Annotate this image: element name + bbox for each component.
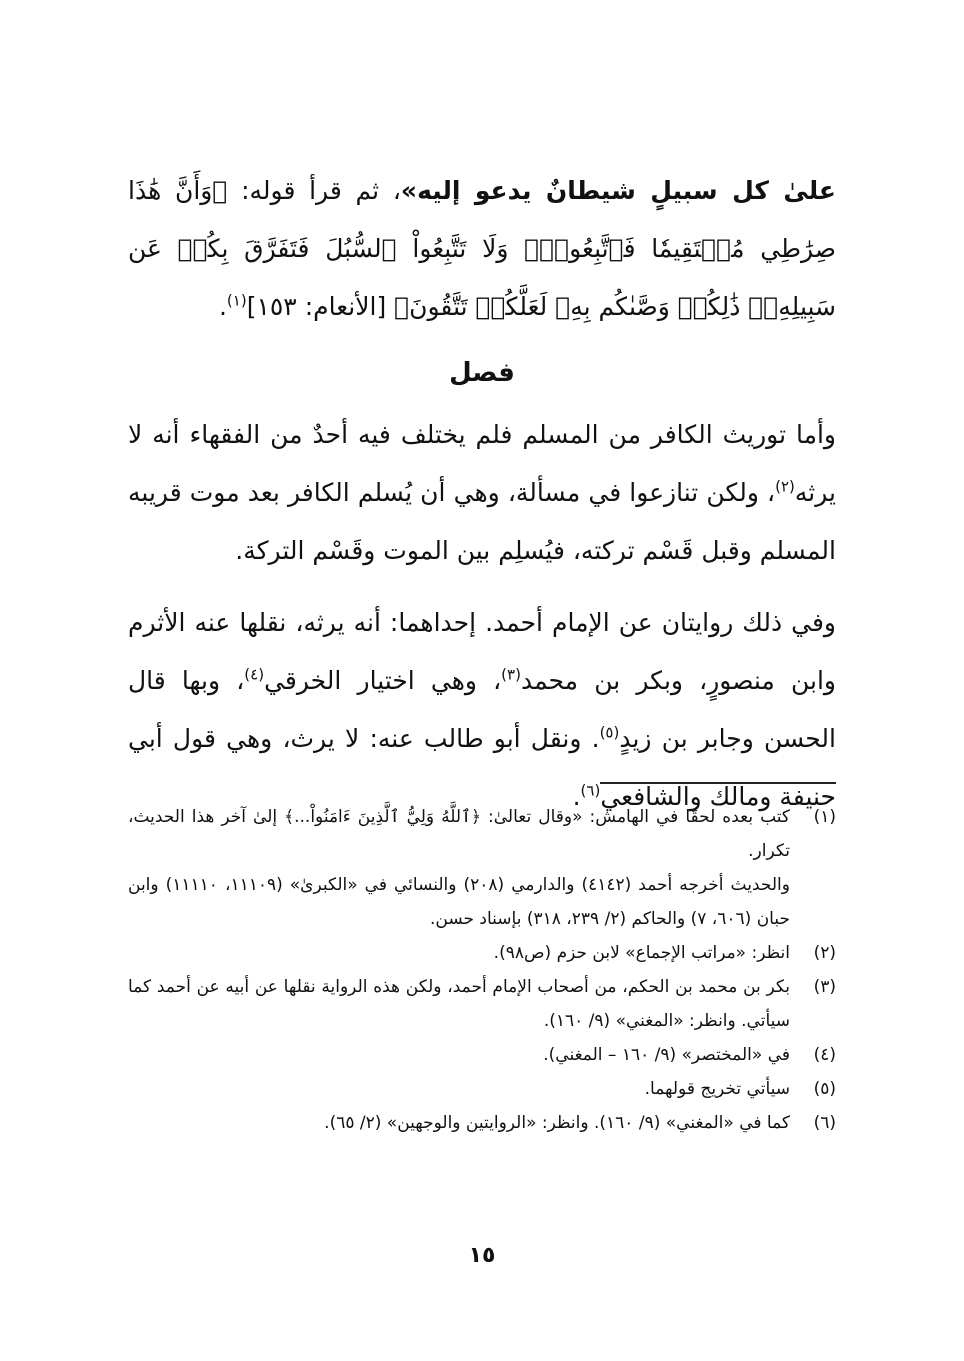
footnote-body: كما في «المغني» (٩/ ١٦٠). وانظر: «الروايتين والوجهين» (٢/ ٦٥).	[324, 1113, 790, 1133]
footnote-separator	[600, 782, 836, 784]
footnote-ref[interactable]: (١)	[226, 291, 247, 310]
footnote-ref[interactable]: (٢)	[775, 477, 795, 496]
text-run: .	[572, 782, 581, 811]
footnote-body: في «المختصر» (٩/ ١٦٠ – المغني).	[543, 1045, 790, 1065]
quran-verse: ﴿ٱللَّهُ وَلِيُّ ٱلَّذِينَ ءَامَنُواْ...﴾	[284, 807, 481, 827]
text-run: ، وبها قال الحسن وجابر بن زيدٍ	[128, 666, 836, 753]
footnote-body: بكر بن محمد بن الحكم، من أصحاب الإمام أحمد، ولكن هذه الرواية نقلها عن أبيه عن أحمد كما سيأتي. وانظر: «المغني» (٩/ ١٦٠).	[128, 977, 790, 1031]
paragraph-3	[128, 594, 836, 826]
text-run: وفي ذلك روايتان عن الإمام أحمد. إحداهما: أنه يرثه، نقلها عنه الأثرم وابن منصورٍ، وبكر بن محمد	[128, 608, 836, 695]
section-heading: فصل	[449, 358, 515, 388]
paragraph-1	[128, 162, 836, 336]
footnote-number: (٣)	[813, 977, 836, 997]
footnote-ref[interactable]: (٥)	[599, 723, 620, 742]
main-text	[128, 162, 836, 826]
quran-verse: ﴿وَأَنَّ هَٰذَا صِرَٰطِي مُسۡتَقِيمٗا فَٱتَّبِعُوهُۖ وَلَا تَتَّبِعُواْ ٱلسُّبُلَ فَتَفَرَّقَ بِكُمۡ عَن سَبِيلِهِۦۚ ذَٰلِكُمۡ وَصَّىٰكُم بِهِۦ لَعَلَّكُمۡ تَتَّقُونَ﴾	[128, 176, 836, 321]
footnote-3	[128, 970, 836, 1038]
footnote-paragraph	[128, 800, 790, 868]
footnote-body: انظر: «مراتب الإجماع» لابن حزم (ص٩٨).	[493, 943, 790, 963]
footnote-ref[interactable]: (٤)	[244, 665, 265, 684]
footnote-body	[128, 800, 790, 936]
footnotes	[128, 800, 836, 1140]
page-number: ١٥	[468, 1243, 496, 1268]
footnote-number: (٢)	[813, 943, 836, 963]
text-run: إلىٰ آخر هذا الحديث، تكرار.	[128, 807, 790, 861]
footnote-body: سيأتي تخريج قولهما.	[644, 1079, 790, 1099]
footnote-2	[128, 936, 836, 970]
text-run: كتب بعده لحقًا في الهامش: «وقال تعالىٰ:	[481, 807, 790, 827]
footnote-number: (٥)	[813, 1079, 836, 1099]
footnote-6	[128, 1106, 836, 1140]
footnote-number: (٦)	[813, 1113, 836, 1133]
text-run: وأما توريث الكافر من المسلم فلم يختلف فيه أحدٌ من الفقهاء أنه لا يرثه	[128, 420, 836, 507]
footnote-ref[interactable]: (٦)	[580, 781, 601, 800]
text-run: ، ولكن تنازعوا في مسألة، وهي أن يُسلم الكافر بعد موت قريبه المسلم وقبل قَسْم تركته، فيُسلِم بين الموت وقَسْم التركة.	[128, 478, 836, 565]
footnote-1	[128, 800, 836, 936]
footnote-4	[128, 1038, 836, 1072]
hadith-text: علىٰ كل سبيلٍ شيطانٌ يدعو إليه»	[400, 176, 836, 205]
footnote-paragraph: والحديث أخرجه أحمد (٤١٤٢) والدارمي (٢٠٨) والنسائي في «الكبرىٰ» (١١١٠٩، ١١١١٠) وابن حبان (٦٠٦، ٧) والحاكم (٢/ ٢٣٩، ٣١٨) بإسناد حسن.	[128, 875, 790, 929]
text-run: ، وهي اختيار الخرقي	[264, 666, 502, 695]
footnote-number: (٤)	[813, 1045, 836, 1065]
footnote-number: (١)	[813, 807, 836, 827]
text-run: .	[218, 292, 227, 321]
verse-reference: [الأنعام: ١٥٣]	[246, 292, 395, 321]
text-run: ، ثم قرأ قوله:	[227, 176, 401, 205]
text-run: . ونقل أبو طالب عنه: لا يرث، وهي قول أبي حنيفة ومالك والشافعي	[128, 724, 836, 811]
paragraph-2	[128, 406, 836, 580]
footnote-ref[interactable]: (٣)	[501, 665, 521, 684]
footnote-5	[128, 1072, 836, 1106]
